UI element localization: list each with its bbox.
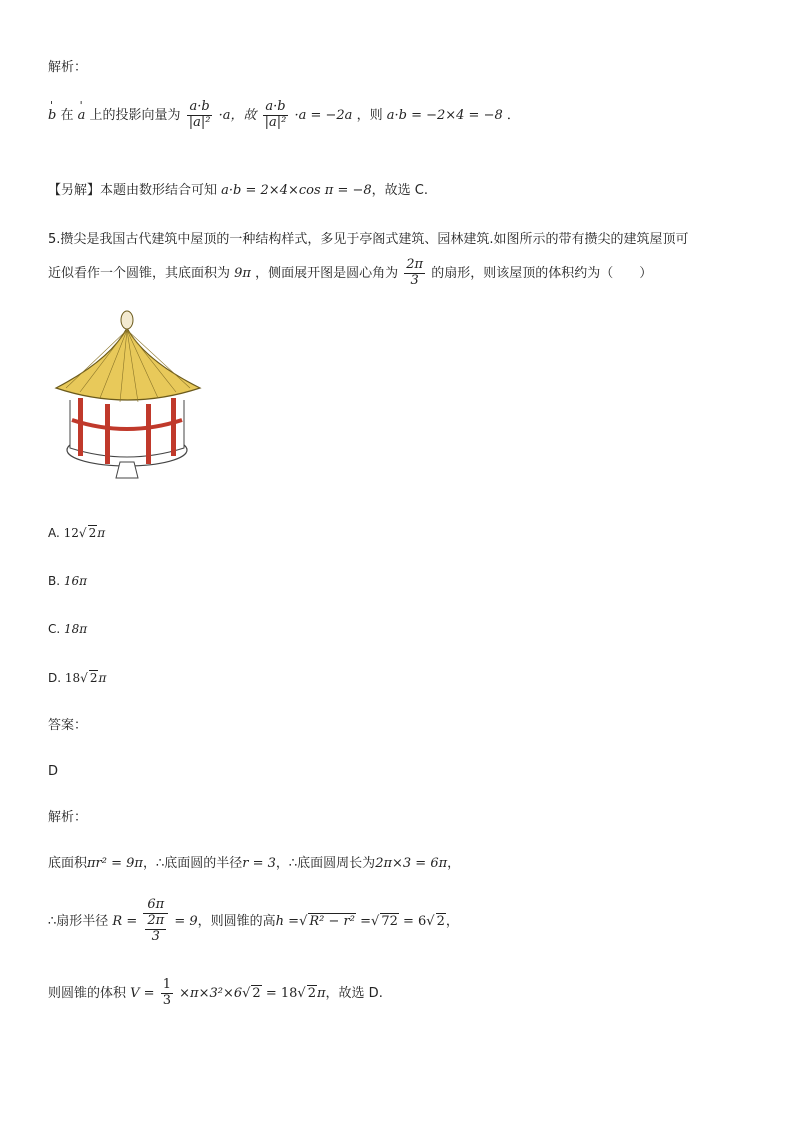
l1-text-4: ， [447, 856, 461, 871]
l2-text-3: ， [445, 913, 459, 929]
l3-V: V = [130, 985, 155, 1001]
angle-denominator: 3 [410, 272, 419, 288]
alt-equation: a·b = 2×4×cos π = −8 [221, 183, 372, 198]
l2-text-1: ∴扇形半径 [48, 913, 109, 929]
l1-eq-2: r = 3 [242, 856, 276, 871]
l1-eq-1: πr² = 9π [87, 856, 143, 871]
option-a-key: A. [48, 526, 60, 540]
analysis-label-1: 解析： [48, 60, 88, 75]
alt-solution [48, 183, 428, 199]
pavilion-illustration [50, 300, 205, 490]
fraction-denominator: |a|² [188, 114, 211, 130]
text-projection: 上的投影向量为 [89, 107, 181, 123]
l3-frac-num: 1 [162, 977, 171, 992]
option-d-key: D. [48, 671, 62, 685]
vec-a: ' a [78, 108, 86, 124]
l2-R: R = [112, 913, 138, 929]
l3-frac-den: 3 [162, 992, 171, 1008]
answer-label: 答案： [48, 718, 88, 733]
pavilion-roof [56, 328, 200, 400]
option-a[interactable]: A. 12√ 2π [48, 526, 106, 540]
pavilion-steps [116, 462, 138, 478]
projection-fraction-2 [263, 100, 289, 131]
l3-radicand-1: 2 [252, 985, 261, 1001]
alt-end: ，故选 C. [371, 183, 428, 198]
fraction-numerator: a·b [187, 100, 213, 116]
l2-radicand-2: 72 [381, 913, 398, 929]
q5-text-c: 的扇形，则该屋顶的体积约为（ ） [431, 265, 653, 281]
q5-area: 9π [234, 265, 251, 281]
l2-eq: = 9 [174, 913, 198, 929]
l2-inner-fraction [143, 914, 168, 945]
option-d-coef: 18 [64, 671, 81, 685]
option-a-pi: π [97, 526, 106, 540]
l2-eq2: = [360, 913, 372, 929]
l1-eq-3: 2π×3 = 6π [375, 856, 448, 871]
option-d[interactable]: D. 18√ 2π [48, 671, 107, 685]
l3-eq-1: ×π×3²×6 [179, 985, 243, 1001]
fraction-denominator-2: |a|² [264, 114, 287, 130]
roof-finial [121, 311, 133, 329]
option-a-radicand: 2 [88, 526, 97, 540]
option-b[interactable] [48, 574, 87, 588]
l3-eq-2: = 18 [265, 985, 298, 1001]
question-5-line-1: 5.攒尖是我国古代建筑中屋顶的一种结构样式，多见于亭阁式建筑、园林建筑.如图所示的带有攒尖的建筑屋顶可 [48, 232, 689, 247]
equation-1: ·a = −2a [294, 107, 353, 123]
pavilion-pillar-1 [78, 398, 83, 456]
option-a-coef: 12 [63, 526, 79, 540]
q5-text-a: 近似看作一个圆锥，其底面积为 [48, 265, 231, 281]
text-ze: ，则 [356, 107, 383, 123]
l2-text-2: ，则圆锥的高 [197, 913, 276, 929]
question-5-line-2 [48, 258, 652, 289]
text-zai: 在 [60, 107, 74, 123]
answer-value: D [48, 764, 59, 779]
option-c-value: 18π [64, 622, 88, 636]
option-b-key: B. [48, 574, 61, 588]
l1-text-3: ，∴底面圆周长为 [275, 856, 376, 871]
analysis-line-1 [48, 856, 460, 872]
l2-inner-num: 2π [147, 912, 165, 928]
analysis-line-2: ∴扇形半径 R = $\frac{6\pi}{\frac{2\pi}{3}}$ = 9，则圆锥的高h =√ R² − r² =√ 72 = 6√ 2， [48, 897, 459, 944]
l1-text-2: ，∴底面圆的半径 [142, 856, 243, 871]
option-c-key: C. [48, 622, 61, 636]
l2-inner-den: 3 [151, 928, 160, 944]
text-end: ． [506, 107, 520, 123]
angle-numerator: 2π [406, 257, 424, 272]
l2-radicand-1: R² − r² [309, 913, 355, 929]
option-d-pi: π [98, 671, 107, 685]
l3-radicand-2: 2 [307, 985, 316, 1001]
option-c[interactable] [48, 622, 87, 636]
projection-fraction [187, 100, 213, 131]
l2-radicand-3: 2 [436, 913, 445, 929]
q5-angle-fraction [404, 258, 425, 289]
l3-text-1: 则圆锥的体积 [48, 985, 127, 1001]
fraction-numerator-2: a·b [263, 100, 289, 116]
option-d-radicand: 2 [89, 671, 98, 685]
pavilion-pillar-2 [105, 404, 110, 464]
l3-text-2: ，故选 D. [325, 985, 383, 1001]
q5-text-b: ，侧面展开图是圆心角为 [255, 265, 399, 281]
projection-line [48, 100, 520, 131]
l3-fraction [161, 978, 173, 1009]
option-b-value: 16π [63, 574, 88, 588]
analysis-line-3: 则圆锥的体积 V = $\frac{1}{3}$ ×π×3²×6√ 2 = 18√ 2π，故选 D. [48, 977, 383, 1008]
l3-pi: π [317, 985, 326, 1001]
vec-b: ' b [48, 108, 56, 124]
equation-2: a·b = −2×4 = −8 [386, 107, 503, 123]
l2-h: h = [275, 913, 300, 929]
l1-text-1: 底面积 [48, 856, 88, 871]
text-mid: ·a，故 [218, 107, 257, 123]
l2-eq3: = 6 [403, 913, 427, 929]
l2-outer-num: 6π [143, 898, 168, 914]
analysis-label-2: 解析： [48, 810, 88, 825]
pavilion-pillar-3 [146, 404, 151, 464]
l2-outer-fraction [143, 898, 168, 945]
alt-text: 本题由数形结合可知 [100, 183, 218, 198]
pavilion-pillar-4 [171, 398, 176, 456]
alt-tag: 【另解】 [48, 183, 101, 198]
